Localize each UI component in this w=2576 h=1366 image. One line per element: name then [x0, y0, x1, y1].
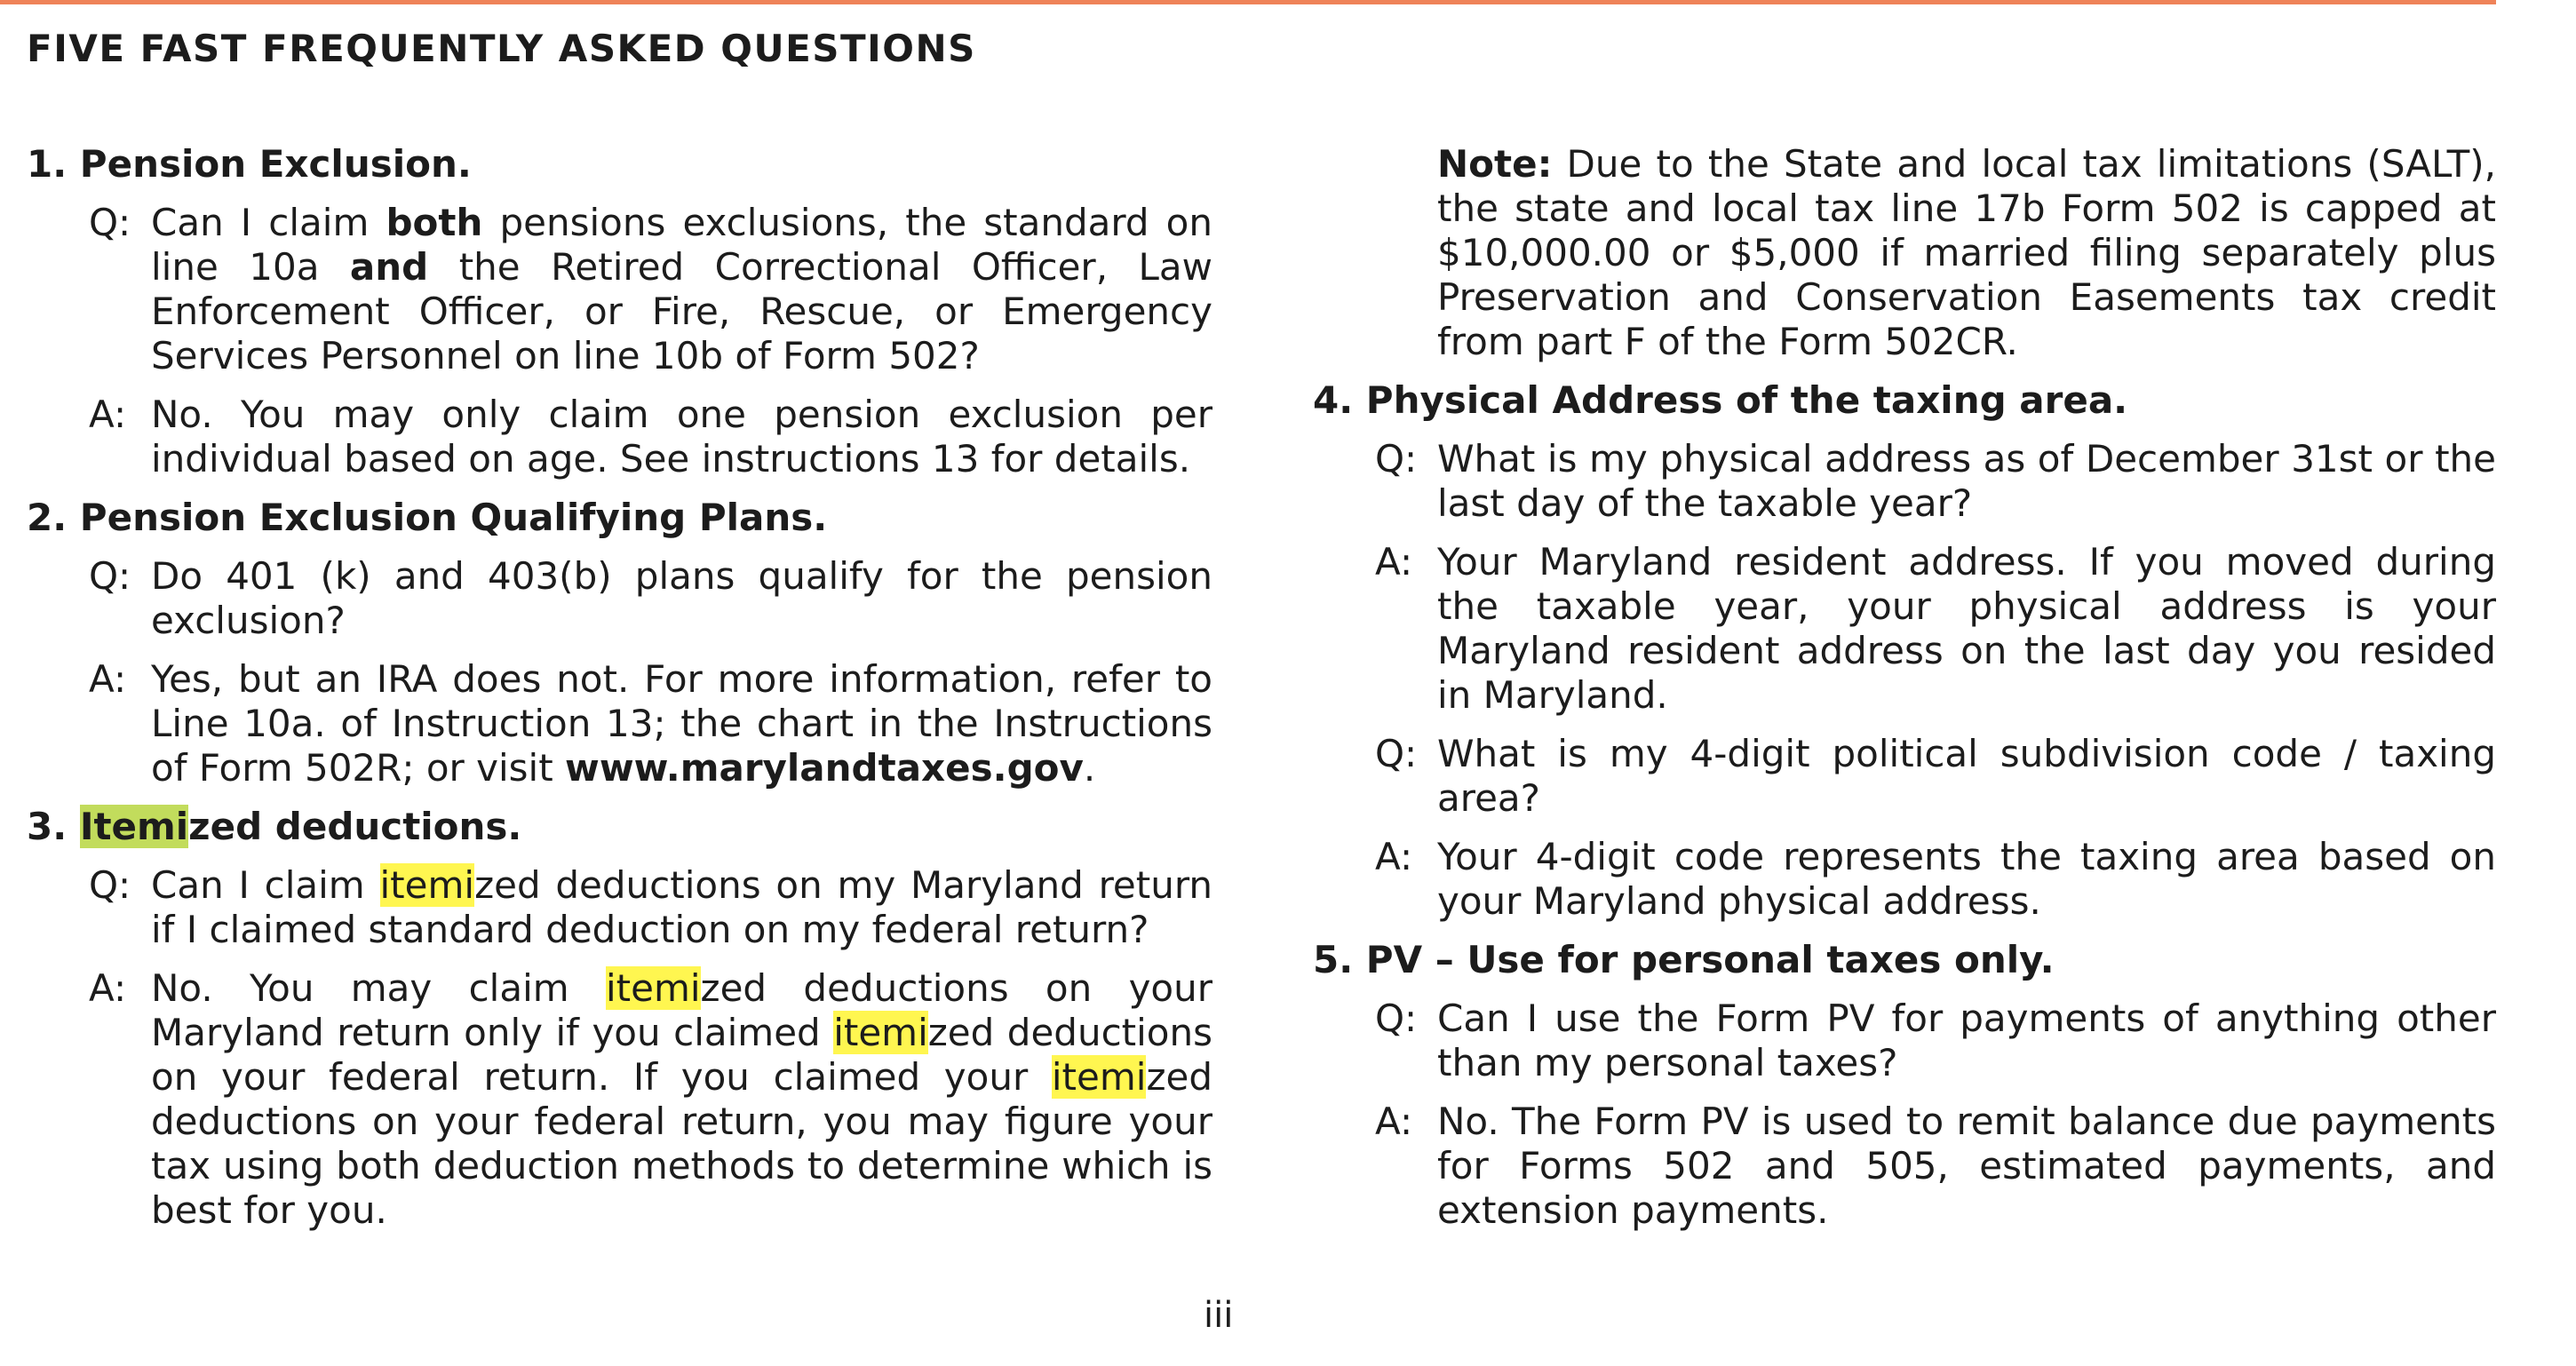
answer-label: A:	[89, 393, 127, 436]
answer-block	[1313, 540, 2496, 718]
answer-label: A:	[1375, 1100, 1413, 1143]
answer-label: A:	[89, 966, 127, 1010]
question-text: Can I claim both pensions exclusions, the standard on line 10a and the Retired Correctional Officer, Law Enforcement Officer, or Fire, Rescue, or Emergency Services Personnel on line 10b of Form 502?	[151, 201, 1212, 377]
question-block	[27, 863, 1212, 952]
answer-text: No. You may claim itemized deductions on your Maryland return only if you claimed itemized deductions on your federal return. If you claimed your itemized deductions on your federal return, you may figure your tax using both deduction methods to determine which is best for you.	[151, 966, 1213, 1232]
answer-text: Your 4-digit code represents the taxing area based on your Maryland physical address.	[1437, 835, 2496, 923]
question-text: What is my physical address as of December 31st or the last day of the taxable year?	[1437, 437, 2496, 525]
section-title-3: 3. Itemized deductions.	[27, 805, 522, 848]
answer-block	[1313, 1100, 2496, 1233]
question-label: Q:	[1375, 732, 1418, 775]
section-title-4: 4. Physical Address of the taxing area.	[1313, 378, 2128, 422]
website-link[interactable]: www.marylandtaxes.gov	[565, 746, 1084, 790]
top-accent-rule	[0, 0, 2496, 4]
search-highlight: itemi	[1051, 1055, 1147, 1099]
question-label: Q:	[89, 863, 131, 907]
answer-block	[27, 966, 1212, 1233]
salt-note: Note: Due to the State and local tax limitations (SALT), the state and local tax line 17b Form 502 is capped at $10,000.00 or $5,000 if married filing separately plus Preservation and Conservation Easements tax credit from part F of the Form 502CR.	[1437, 142, 2496, 363]
section-title-1: 1. Pension Exclusion.	[27, 142, 472, 186]
search-highlight: itemi	[833, 1011, 928, 1054]
question-block	[27, 201, 1212, 378]
question-block	[27, 554, 1212, 643]
answer-text: No. The Form PV is used to remit balance due payments for Forms 502 and 505, estimated payments, and extension payments.	[1437, 1100, 2496, 1232]
question-block	[1313, 997, 2496, 1085]
section-title-2: 2. Pension Exclusion Qualifying Plans.	[27, 496, 828, 539]
section-title-5: 5. PV – Use for personal taxes only.	[1313, 938, 2055, 981]
question-label: Q:	[1375, 437, 1418, 480]
answer-text: No. You may only claim one pension exclusion per individual based on age. See instructions 13 for details.	[151, 393, 1212, 480]
question-label: Q:	[89, 201, 131, 244]
answer-label: A:	[1375, 835, 1413, 878]
question-block	[1313, 732, 2496, 821]
search-highlight: itemi	[379, 863, 475, 907]
search-highlight: itemi	[605, 966, 701, 1010]
answer-label: A:	[89, 657, 127, 701]
question-text: What is my 4-digit political subdivision code / taxing area?	[1437, 732, 2496, 820]
question-label: Q:	[89, 554, 131, 598]
answer-block	[27, 393, 1212, 481]
answer-text: Yes, but an IRA does not. For more information, refer to Line 10a. of Instruction 13; the chart in the Instructions of Form 502R; or visit www.marylandtaxes.gov.	[151, 657, 1212, 790]
left-column	[27, 142, 1212, 1247]
answer-label: A:	[1375, 540, 1413, 584]
page-heading: FIVE FAST FREQUENTLY ASKED QUESTIONS	[27, 27, 976, 70]
page-number: iii	[1204, 1295, 1234, 1336]
question-text: Can I claim itemized deductions on my Maryland return if I claimed standard deduction on my federal return?	[151, 863, 1213, 951]
search-highlight: Itemi	[79, 805, 189, 848]
question-text: Can I use the Form PV for payments of anything other than my personal taxes?	[1437, 997, 2496, 1084]
answer-text: Your Maryland resident address. If you moved during the taxable year, your physical address is your Maryland resident address on the last day you resided in Maryland.	[1437, 540, 2496, 717]
answer-block	[1313, 835, 2496, 924]
question-label: Q:	[1375, 997, 1418, 1040]
right-column	[1313, 142, 2496, 1247]
question-block	[1313, 437, 2496, 526]
answer-block	[27, 657, 1212, 790]
question-text: Do 401 (k) and 403(b) plans qualify for the pension exclusion?	[151, 554, 1212, 642]
